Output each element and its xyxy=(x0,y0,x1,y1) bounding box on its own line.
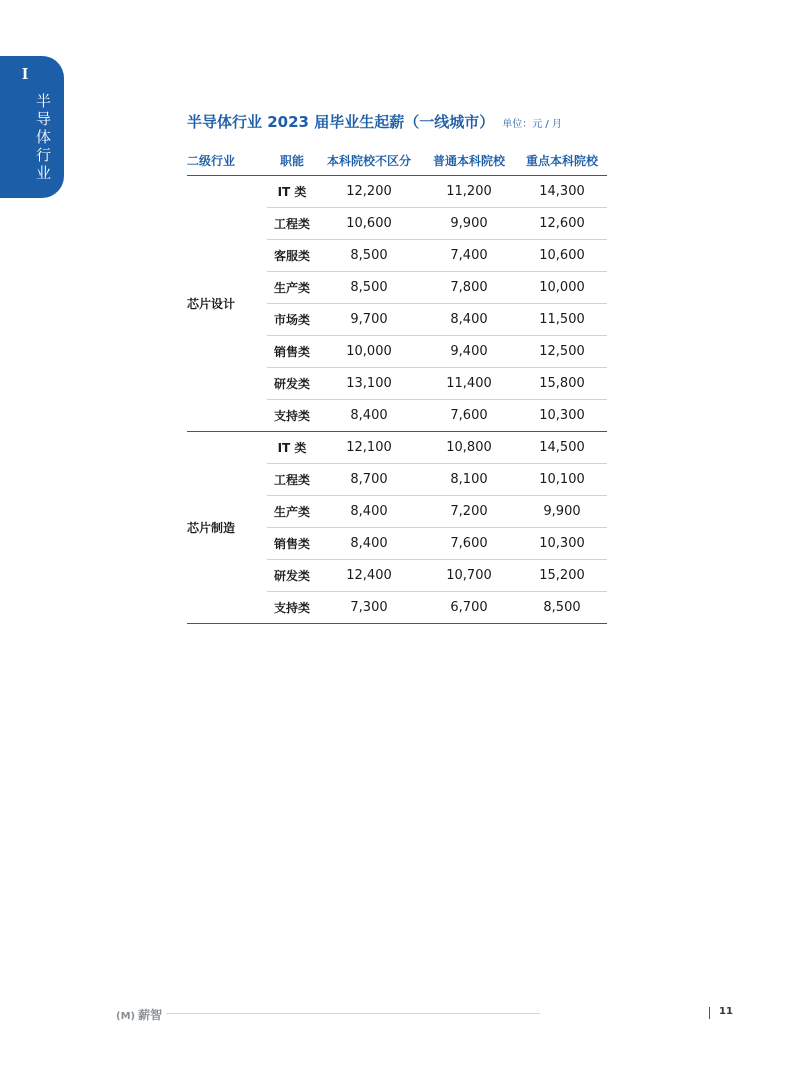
salary-regular-cell: 7,800 xyxy=(421,272,517,304)
role-cell: IT 类 xyxy=(267,432,317,464)
salary-all-cell: 12,200 xyxy=(317,176,421,208)
chapter-number: I xyxy=(21,64,29,83)
salary-regular-cell: 11,400 xyxy=(421,368,517,400)
header-all-schools: 本科院校不区分 xyxy=(317,145,421,176)
role-cell: 研发类 xyxy=(267,368,317,400)
role-cell: 支持类 xyxy=(267,592,317,624)
role-cell: 生产类 xyxy=(267,496,317,528)
category-cell: 芯片制造 xyxy=(187,432,267,624)
salary-regular-cell: 11,200 xyxy=(421,176,517,208)
salary-all-cell: 8,500 xyxy=(317,272,421,304)
chapter-label: 半导体行业 xyxy=(36,92,52,182)
salary-all-cell: 8,700 xyxy=(317,464,421,496)
role-cell: 工程类 xyxy=(267,208,317,240)
salary-all-cell: 12,100 xyxy=(317,432,421,464)
chapter-tab xyxy=(0,56,64,198)
salary-all-cell: 8,400 xyxy=(317,496,421,528)
salary-regular-cell: 7,600 xyxy=(421,528,517,560)
role-cell: 支持类 xyxy=(267,400,317,432)
salary-key-cell: 10,300 xyxy=(517,528,607,560)
table-row xyxy=(187,432,607,464)
salary-key-cell: 14,500 xyxy=(517,432,607,464)
salary-all-cell: 8,500 xyxy=(317,240,421,272)
salary-key-cell: 11,500 xyxy=(517,304,607,336)
salary-all-cell: 8,400 xyxy=(317,528,421,560)
salary-regular-cell: 8,100 xyxy=(421,464,517,496)
salary-regular-cell: 10,800 xyxy=(421,432,517,464)
unit-note: 单位：元 / 月 xyxy=(502,119,562,130)
salary-key-cell: 10,300 xyxy=(517,400,607,432)
salary-key-cell: 10,000 xyxy=(517,272,607,304)
salary-all-cell: 8,400 xyxy=(317,400,421,432)
role-cell: 市场类 xyxy=(267,304,317,336)
salary-all-cell: 9,700 xyxy=(317,304,421,336)
salary-all-cell: 10,600 xyxy=(317,208,421,240)
salary-key-cell: 10,600 xyxy=(517,240,607,272)
header-category: 二级行业 xyxy=(187,145,267,176)
salary-all-cell: 10,000 xyxy=(317,336,421,368)
salary-all-cell: 7,300 xyxy=(317,592,421,624)
logo-icon: (M) xyxy=(116,1011,136,1022)
salary-key-cell: 15,200 xyxy=(517,560,607,592)
salary-regular-cell: 7,600 xyxy=(421,400,517,432)
salary-regular-cell: 7,200 xyxy=(421,496,517,528)
logo-text: 薪智 xyxy=(138,1008,163,1022)
salary-key-cell: 8,500 xyxy=(517,592,607,624)
salary-all-cell: 12,400 xyxy=(317,560,421,592)
salary-key-cell: 9,900 xyxy=(517,496,607,528)
salary-regular-cell: 9,900 xyxy=(421,208,517,240)
salary-regular-cell: 10,700 xyxy=(421,560,517,592)
salary-regular-cell: 7,400 xyxy=(421,240,517,272)
salary-key-cell: 12,600 xyxy=(517,208,607,240)
table-body xyxy=(187,176,607,624)
salary-table xyxy=(187,145,607,624)
role-cell: 研发类 xyxy=(267,560,317,592)
table-title: 半导体行业 2023 届毕业生起薪（一线城市） xyxy=(187,113,495,131)
role-cell: 生产类 xyxy=(267,272,317,304)
role-cell: IT 类 xyxy=(267,176,317,208)
page-number: 11 xyxy=(719,1006,733,1017)
salary-all-cell: 13,100 xyxy=(317,368,421,400)
salary-key-cell: 10,100 xyxy=(517,464,607,496)
salary-key-cell: 14,300 xyxy=(517,176,607,208)
table-header-row xyxy=(187,145,607,176)
table-title-row xyxy=(187,111,562,133)
salary-regular-cell: 9,400 xyxy=(421,336,517,368)
role-cell: 客服类 xyxy=(267,240,317,272)
role-cell: 销售类 xyxy=(267,528,317,560)
role-cell: 工程类 xyxy=(267,464,317,496)
header-role: 职能 xyxy=(267,145,317,176)
salary-key-cell: 15,800 xyxy=(517,368,607,400)
salary-regular-cell: 8,400 xyxy=(421,304,517,336)
page-number-bar xyxy=(709,1007,710,1019)
table-row xyxy=(187,176,607,208)
salary-regular-cell: 6,700 xyxy=(421,592,517,624)
footer-divider xyxy=(166,1013,540,1014)
header-regular-schools: 普通本科院校 xyxy=(421,145,517,176)
role-cell: 销售类 xyxy=(267,336,317,368)
salary-key-cell: 12,500 xyxy=(517,336,607,368)
header-key-schools: 重点本科院校 xyxy=(517,145,607,176)
footer-logo xyxy=(116,1006,162,1023)
category-cell: 芯片设计 xyxy=(187,176,267,432)
